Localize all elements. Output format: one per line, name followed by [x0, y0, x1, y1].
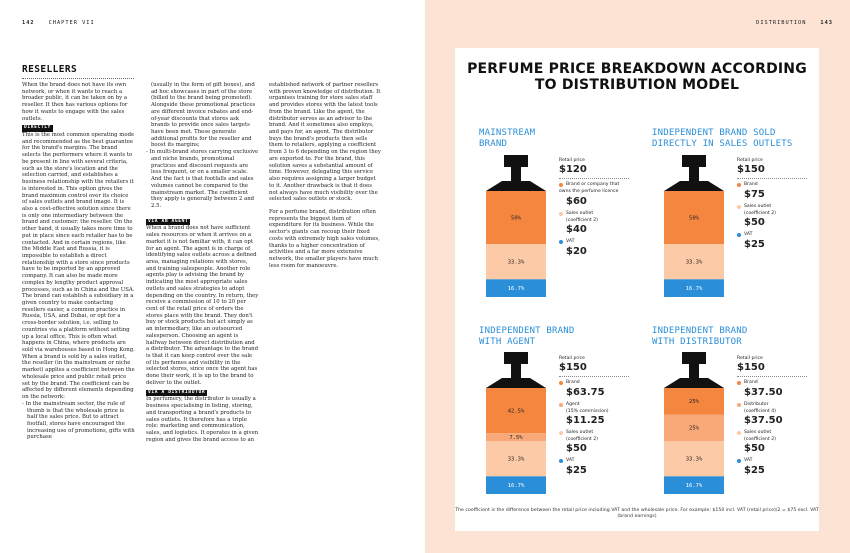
legend-value: $20: [566, 246, 587, 258]
directly-paragraph: This is the most common operating mode and recommended as the best guarantee for the brand's margins. The brand selects the performers where it wants to be present in line with several criteria, such as the store's location and the selection carried, and establishes a business relationship with the retailers it is interested in. This option gives the brand maximum control over its choice of sales outlets and brand image. It is also a cost-effective solution since there is only one intermediary between the brand and customer: the reseller. On the other hand, it usually takes more time to put in place since each retailer has to be contacted. And in certain regions, like the Middle East and Russia, it is impossible to establish a direct relationship with a store since products have to be imported by an approved company. It can also be made more complex by lengthy product approval processes, such as in China and the USA. The brand can establish a subsidiary in a given country to make contacting resellers easier, a common practice in Russia, USA, and Dubai, or opt for a cross-border solution, i.e. selling to countries via a platform without setting up a local office. This is often what happens in China, where products are sold via warehouses based in Hong Kong. When a brand is sold by a sales outlet, the reseller (in the mainstream or niche market) applies a coefficient between the wholesale price and public retail price set by the brand. The coefficient can be affected by different elements depending on the network:: [22, 132, 135, 401]
bottle-cap: [504, 352, 528, 364]
legend-dot: [737, 233, 741, 237]
legend-label: Sales outlet: [744, 430, 772, 435]
legend-label: VAT: [744, 232, 753, 237]
bottle-svg: [486, 352, 546, 494]
bottle-shoulder: [486, 378, 546, 388]
bottle-cap: [504, 155, 528, 167]
legend-value: $63.75: [566, 387, 605, 398]
price-legend: [559, 158, 629, 258]
segment-percent-label: 33.3%: [507, 456, 525, 463]
section-title: RESELLERS: [22, 64, 134, 79]
legend-dot: [559, 403, 563, 407]
retail-price-label: Retail price: [559, 158, 585, 163]
segment-percent-label: 7.5%: [509, 434, 523, 441]
segment-percent-label: 25%: [689, 425, 699, 432]
bullet-continuation: (usually in the form of gift boxes), and ad hoc showcases in part of the store (billed to the brand being promoted). Alongside these promotional practices are different invoice rebates and end-of-year discounts that stores ask brands to provide once sales targets have been met. These generate additional profits for the reseller and boost its margins;: [151, 82, 256, 149]
legend-dot: [737, 381, 741, 385]
legend-value: $25: [566, 465, 587, 477]
bottle-cap: [682, 155, 706, 167]
legend-item-outlet: [559, 430, 629, 455]
bullet-list: [146, 149, 259, 209]
legend-label: Brand: [744, 379, 758, 385]
left-page-number: 142: [22, 20, 35, 26]
perfume-bottle-chart: [664, 155, 724, 297]
subheading-directly: DIRECTLY: [24, 125, 51, 131]
bullet-list: [22, 401, 135, 441]
legend-label: Agent: [566, 402, 580, 407]
legend-item-brand: [737, 380, 807, 399]
legend-sublabel: (coefficient 2): [566, 437, 598, 443]
retail-price-value: $120: [559, 164, 629, 179]
expenditure-paragraph: For a perfume brand, distribution often represents the biggest item of expenditure for its business. While the sector's giants can recoup their fixed costs with extremely high sales volumes, thanks to a higher concentration of activities and a far more extensive network, the smaller players have much less room for manoeuvre.: [269, 208, 380, 269]
perfume-bottle-chart: [486, 352, 546, 494]
retail-price-value: $150: [559, 362, 629, 377]
text-column-1: [22, 82, 135, 441]
legend-value: $50: [566, 443, 587, 454]
legend-dot: [737, 183, 741, 187]
legend-value: $50: [744, 217, 765, 228]
legend-value: $37.50: [744, 415, 783, 426]
segment-percent-label: 25%: [689, 399, 699, 406]
legend-label: Distributor: [744, 402, 769, 407]
legend-label: Sales outlet: [566, 211, 594, 217]
legend-label: Brand: [566, 379, 580, 385]
retail-price-label: Retail price: [737, 356, 763, 361]
legend-dot: [737, 459, 741, 463]
intro-paragraph: When the brand does not have its own network, or when it wants to reach a broader public, it can be taken on by a reseller. It then has various options for how it wants to engage with the sales outlets.: [22, 82, 128, 122]
legend-dot: [559, 240, 563, 244]
segment-percent-label: 50%: [689, 215, 699, 222]
segment-percent-label: 16.7%: [685, 482, 703, 489]
legend-value: $60: [566, 196, 587, 208]
legend-label: Brand: [744, 181, 758, 187]
bottle-shoulder: [664, 378, 724, 388]
panel-title: INDEPENDENT BRAND SOLD DIRECTLY IN SALES OUTLETS: [652, 128, 793, 149]
legend-item-vat: [559, 239, 629, 258]
segment-percent-label: 50%: [511, 215, 521, 222]
bottle-neck: [689, 364, 699, 378]
legend-value: $40: [566, 224, 587, 236]
perfume-bottle-chart: [486, 155, 546, 297]
bottle-svg: [664, 352, 724, 494]
bottle-neck: [511, 364, 521, 378]
segment-percent-label: 16.7%: [507, 285, 525, 292]
legend-item-agent: [737, 402, 807, 427]
segment-percent-label: 16.7%: [507, 482, 525, 489]
segment-percent-label: 33.3%: [507, 259, 525, 266]
retail-price-value: $150: [737, 362, 807, 377]
subheading-agent: VIA AN AGENT: [148, 218, 189, 224]
legend-dot: [737, 205, 741, 209]
legend-label: Sales outlet: [566, 430, 594, 435]
bottle-shoulder: [664, 181, 724, 191]
price-legend: [559, 356, 629, 477]
bottle-cap: [682, 352, 706, 364]
panel-title: MAINSTREAM BRAND: [479, 128, 536, 149]
segment-percent-label: 16.7%: [685, 285, 703, 292]
bottle-svg: [664, 155, 724, 297]
legend-dot: [737, 431, 741, 435]
legend-label: VAT: [566, 239, 575, 245]
subheading-distributor: VIA A DISTRIBUTOR: [148, 389, 206, 395]
chapter-label: CHAPTER VII: [48, 20, 95, 26]
legend-dot: [559, 381, 563, 385]
bullet-multibrand: - In multi-brand stores carrying exclusive and niche brands, promotional practices and discount requests are less frequent, or on a smaller scale. And the fact is that footfalls and sales volumes cannot be compared to the mainstream market. The coefficient they apply is generally between 2 and 2.5.: [151, 149, 259, 209]
legend-sublabel: (coefficient 2): [744, 437, 776, 443]
legend-item-outlet: [559, 211, 629, 236]
legend-value: $25: [744, 465, 765, 477]
legend-label: Sales outlet: [744, 204, 772, 209]
legend-sublabel: (coefficient 2): [744, 211, 776, 217]
section-label: DISTRIBUTION: [756, 20, 807, 26]
legend-label: VAT: [566, 458, 575, 463]
legend-value: $37.50: [744, 387, 783, 398]
legend-item-brand: [559, 182, 629, 208]
bottle-svg: [486, 155, 546, 297]
retail-price-value: $150: [737, 164, 807, 179]
segment-percent-label: 33.3%: [685, 456, 703, 463]
retail-price-label: Retail price: [737, 158, 763, 163]
legend-label: Brand or company that owns the perfume licence: [559, 181, 620, 194]
bottle-neck: [511, 167, 521, 181]
legend-item-brand: [559, 380, 629, 399]
text-column-3: [269, 82, 382, 269]
bottle-neck: [689, 167, 699, 181]
legend-value: $25: [744, 239, 765, 251]
text-column-2: [146, 82, 259, 443]
legend-item-agent: [559, 402, 629, 427]
perfume-bottle-chart: [664, 352, 724, 494]
panel-title: INDEPENDENT BRAND WITH AGENT: [479, 326, 575, 347]
agent-paragraph: When a brand does not have sufficient sales resources or when it arrives on a market it is not familiar with, it can opt for an agent. The agent is in charge of identifying sales outlets across a defined area, managing relations with stores, and training salespeople. Another role agents play is advising the brand by indicating the most appropriate sales outlets and sales strategies to adopt depending on the country. In return, they receive a commission of 10 to 20 per cent of the retail price of orders the stores place with the brand. They don't buy or stock products but act simply as an intermediary, like an outsourced salesperson. Choosing an agent is halfway between direct distribution and a distributor. The advantage to the brand is that it can keep control over the sale of its perfumes and visibility in the selected stores, since once the agent has done their work, it is up to the brand to deliver to the outlet.: [146, 225, 259, 386]
legend-item-outlet: [737, 430, 807, 455]
legend-dot: [559, 183, 563, 187]
legend-sublabel: (coefficient 4): [744, 409, 776, 415]
right-running-head: [756, 20, 833, 26]
segment-percent-label: 42.5%: [507, 408, 525, 415]
segment-percent-label: 33.3%: [685, 259, 703, 266]
legend-sublabel: (15% commission): [566, 409, 609, 415]
distributor-continuation: established network of partner resellers with proven knowledge of distribution. It organises training for store sales staff and provides stores with the latest tools from the brand. Like the agent, the distributor serves as an advisor to the brand. And it sometimes also employs, and pays for, an agent. The distributor buys the brand's products then sells them to retailers, applying a coefficient from 3 to 6 depending on the region they are exported to. For the brand, this solution saves a substantial amount of time. However, delegating this service also requires assigning a larger budget to it. Another drawback is that it does not always have much visibility over the selected sales outlets or stock.: [269, 82, 381, 203]
bottle-shoulder: [486, 181, 546, 191]
price-legend: [737, 158, 807, 251]
legend-label: VAT: [744, 458, 753, 463]
legend-dot: [737, 403, 741, 407]
legend-value: $75: [744, 189, 765, 200]
legend-item-brand: [737, 182, 807, 201]
legend-dot: [559, 212, 563, 216]
legend-dot: [559, 459, 563, 463]
retail-price-label: Retail price: [559, 356, 585, 361]
distributor-paragraph: In perfumery, the distributor is usually a business specialising in listing, storing, and transporting a brand's products to sales outlets. It therefore has a triple role: marketing and communication, sales, and logistics. It operates in a given region and gives the brand access to an: [146, 396, 259, 443]
infographic-card: [455, 48, 819, 531]
right-page-number: 143: [820, 20, 833, 26]
chart-title: PERFUME PRICE BREAKDOWN ACCORDING TO DISTRIBUTION MODEL: [467, 61, 807, 93]
price-legend: [737, 356, 807, 477]
legend-item-vat: [737, 458, 807, 477]
panel-title: INDEPENDENT BRAND WITH DISTRIBUTOR: [652, 326, 748, 347]
left-running-head: [22, 20, 95, 26]
legend-item-outlet: [737, 204, 807, 229]
chart-footnote: The coefficient is the difference between the retail price including VAT and the wholesale price. For example: $150 incl. VAT (retail price)/2 = $75 excl. VAT (brand earnings): [455, 508, 819, 519]
bullet-mainstream: - In the mainstream sector, the rule of thumb is that the wholesale price is half the sales price. But to attract footfall, stores have encouraged the increasing use of promotions, gifts with purchase: [27, 401, 135, 441]
legend-item-vat: [737, 232, 807, 251]
legend-value: $11.25: [566, 415, 605, 426]
legend-sublabel: (coefficient 2): [566, 218, 598, 224]
legend-value: $50: [744, 443, 765, 454]
legend-dot: [559, 431, 563, 435]
legend-item-vat: [559, 458, 629, 477]
